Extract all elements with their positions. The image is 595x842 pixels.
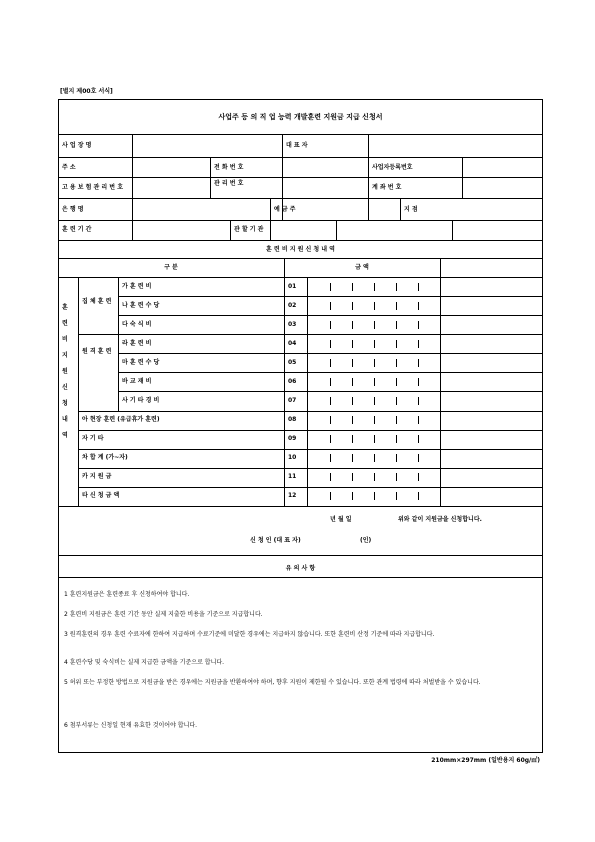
digit-separator-tick	[396, 378, 397, 386]
digit-separator-tick	[418, 283, 419, 291]
row-line	[118, 315, 543, 316]
col-line	[400, 198, 401, 220]
row-code: 07	[288, 397, 297, 404]
digit-separator-tick	[418, 435, 419, 443]
row-line	[58, 240, 543, 241]
row-code: 02	[288, 302, 297, 309]
digit-separator-tick	[418, 321, 419, 329]
digit-separator-tick	[374, 302, 375, 310]
digit-separator-tick	[374, 378, 375, 386]
row-code: 10	[288, 454, 297, 461]
digit-separator-tick	[374, 397, 375, 405]
row-line	[78, 468, 543, 469]
digit-separator-tick	[418, 340, 419, 348]
digit-separator-tick	[352, 302, 353, 310]
side-label: 훈련비지원신청내역	[62, 304, 68, 439]
row-code: 03	[288, 321, 297, 328]
digit-separator-tick	[396, 321, 397, 329]
row-line	[118, 353, 543, 354]
col-line	[132, 134, 133, 240]
declaration-text: 위와 같이 지원금을 신청합니다.	[398, 516, 482, 523]
digit-separator-tick	[418, 416, 419, 424]
digit-separator-tick	[330, 283, 331, 291]
digit-separator-tick	[374, 321, 375, 329]
col-line	[230, 220, 231, 240]
address-label: 주 소	[62, 164, 76, 171]
digit-separator-tick	[374, 416, 375, 424]
rep-label: 대 표 자	[286, 142, 308, 149]
digit-separator-tick	[396, 473, 397, 481]
digit-separator-tick	[418, 473, 419, 481]
note-item: 5 허위 또는 부정한 방법으로 지원금을 받은 경우에는 지원금을 반환하여야 하며, 향후 지원이 제한될 수 있습니다. 또한 관계 법령에 따라 처벌받을 수 있습니다.	[64, 679, 481, 686]
digit-separator-tick	[352, 492, 353, 500]
row-line	[78, 430, 543, 431]
header-line	[58, 277, 543, 278]
row-label: 바 교 재 비	[122, 378, 152, 385]
digit-separator-tick	[352, 397, 353, 405]
digit-separator-tick	[374, 492, 375, 500]
digit-separator-tick	[396, 416, 397, 424]
digit-separator-tick	[352, 359, 353, 367]
digit-separator-tick	[418, 359, 419, 367]
row-line	[118, 372, 543, 373]
account-label: 계 좌 번 호	[372, 184, 402, 191]
digit-separator-tick	[396, 359, 397, 367]
digit-separator-tick	[330, 397, 331, 405]
row-code: 11	[288, 473, 297, 480]
digit-separator-tick	[352, 378, 353, 386]
branch-label: 지 점	[404, 206, 418, 213]
row-line	[58, 177, 543, 178]
row-label: 라 훈 련 비	[122, 340, 152, 347]
notes-divider	[58, 577, 543, 578]
row-line	[78, 449, 543, 450]
row-line	[78, 411, 543, 412]
note-item: 6 첨부서류는 신청일 현재 유효한 것이어야 합니다.	[64, 722, 198, 729]
row-label: 카 지 원 금	[82, 473, 112, 480]
managing-no-label: 관 리 번 호	[214, 180, 244, 187]
digit-separator-tick	[418, 454, 419, 462]
row-code: 04	[288, 340, 297, 347]
digit-separator-tick	[374, 283, 375, 291]
col-line	[462, 157, 463, 198]
applicant-line: 신 청 인 (대 표 자)	[250, 537, 301, 544]
digit-separator-tick	[374, 454, 375, 462]
digit-separator-tick	[396, 283, 397, 291]
row-code: 01	[288, 283, 297, 290]
seal: (인)	[360, 537, 372, 544]
group-label-1: 집 체 훈 련	[82, 298, 112, 305]
row-line	[58, 220, 543, 221]
digit-separator-tick	[396, 302, 397, 310]
agency-label: 관 할 기 관	[234, 226, 264, 233]
title-divider	[58, 134, 543, 135]
note-item: 2 훈련비 지원금은 훈련 기간 동안 실제 지출한 비용을 기준으로 지급합니다.	[64, 611, 263, 618]
digit-separator-tick	[330, 378, 331, 386]
period-label: 훈 련 기 간	[62, 226, 92, 233]
digit-separator-tick	[352, 473, 353, 481]
note-item: 1 훈련지원금은 훈련종료 후 신청하여야 합니다.	[64, 591, 190, 598]
form-title: 사업주 등 의 직 업 능력 개발훈련 지원금 지급 신청서	[218, 113, 383, 121]
note-item: 3 원격훈련의 경우 훈련 수료자에 한하여 지급하며 수료기준에 미달한 경우에는 지급하지 않습니다. 또한 훈련비 산정 기준에 따라 지급합니다.	[64, 631, 435, 638]
row-label: 다 숙 식 비	[122, 321, 152, 328]
row-label: 나 훈 련 수 당	[122, 302, 160, 309]
row-code: 06	[288, 378, 297, 385]
row-label: 사 기 타 경 비	[122, 397, 160, 404]
row-line	[78, 334, 543, 335]
row-code: 09	[288, 435, 297, 442]
col-line	[452, 220, 453, 240]
row-label: 자 기 타	[82, 435, 104, 442]
biz-no-label: 사업자등록번호	[372, 164, 413, 171]
digit-separator-tick	[330, 359, 331, 367]
digit-separator-tick	[330, 454, 331, 462]
col-line	[78, 277, 79, 506]
bank-label: 은 행 명	[62, 206, 84, 213]
col-line	[270, 198, 271, 240]
digit-separator-tick	[352, 340, 353, 348]
row-label: 가 훈 련 비	[122, 283, 152, 290]
digit-separator-tick	[396, 454, 397, 462]
digit-separator-tick	[418, 378, 419, 386]
digit-separator-tick	[352, 321, 353, 329]
document-code: [별지 제00호 서식]	[60, 88, 113, 95]
row-code: 05	[288, 359, 297, 366]
row-code: 12	[288, 492, 297, 499]
row-line	[78, 487, 543, 488]
section-divider	[58, 258, 543, 259]
col-amount-header: 금 액	[355, 264, 369, 271]
note-item: 4 훈련수당 및 숙식비는 실제 지급한 금액을 기준으로 합니다.	[64, 659, 225, 666]
holder-label: 예 금 주	[274, 206, 296, 213]
row-code: 08	[288, 416, 297, 423]
insurance-no-label: 고 용 보 험 관 리 번 호	[62, 184, 123, 191]
row-label: 타 신 청 금 액	[82, 492, 120, 499]
row-line	[118, 391, 543, 392]
digit-separator-tick	[330, 340, 331, 348]
digit-separator-tick	[374, 340, 375, 348]
declaration-date: 년 월 일	[330, 516, 352, 523]
digit-separator-tick	[352, 435, 353, 443]
col-line	[210, 157, 211, 198]
phone-label: 전 화 번 호	[214, 164, 244, 171]
company-name-label: 사 업 장 명	[62, 142, 92, 149]
notes-title: 유 의 사 항	[285, 565, 316, 572]
paper-spec-footer: 210mm×297mm (일반용지 60g/㎡)	[431, 757, 540, 764]
row-label: 아 현장 훈련 (유급휴가 훈련)	[82, 416, 160, 423]
digit-separator-tick	[330, 435, 331, 443]
digit-separator-tick	[330, 492, 331, 500]
digit-separator-tick	[330, 302, 331, 310]
digit-separator-tick	[352, 416, 353, 424]
col-line	[368, 134, 369, 220]
digit-separator-tick	[330, 473, 331, 481]
group-label-2: 원 격 훈 련	[82, 348, 112, 355]
digit-separator-tick	[330, 416, 331, 424]
col-category-header: 구 분	[164, 264, 178, 271]
row-label: 차 합 계 (가~자)	[82, 454, 128, 461]
col-line	[336, 220, 337, 240]
section-title: 훈 련 비 지 원 신 청 내 역	[266, 246, 335, 253]
digit-separator-tick	[396, 397, 397, 405]
digit-separator-tick	[374, 435, 375, 443]
digit-separator-tick	[418, 302, 419, 310]
digit-separator-tick	[352, 283, 353, 291]
digit-separator-tick	[352, 454, 353, 462]
digit-separator-tick	[396, 340, 397, 348]
row-line	[118, 296, 543, 297]
digit-separator-tick	[418, 397, 419, 405]
digit-separator-tick	[396, 435, 397, 443]
digit-separator-tick	[396, 492, 397, 500]
table-bottom	[58, 506, 543, 507]
digit-separator-tick	[330, 321, 331, 329]
declaration-divider	[58, 555, 543, 556]
row-label: 마 훈 련 수 당	[122, 359, 160, 366]
row-line	[58, 157, 543, 158]
row-line	[58, 198, 543, 199]
digit-separator-tick	[374, 473, 375, 481]
digit-separator-tick	[374, 359, 375, 367]
digit-separator-tick	[418, 492, 419, 500]
